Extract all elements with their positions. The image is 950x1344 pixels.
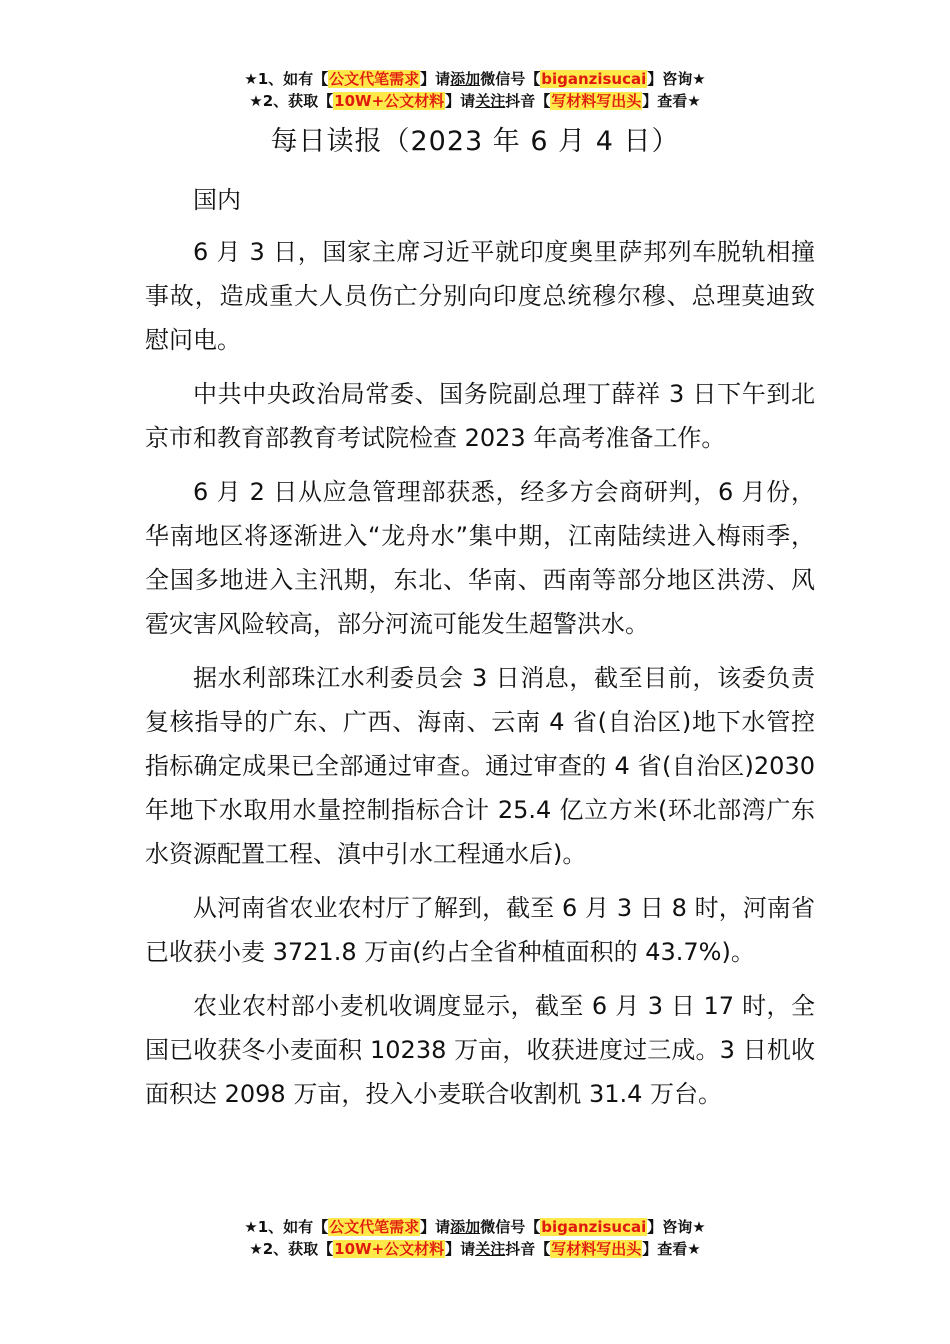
star-icon: ★ [692,1218,706,1236]
paragraph: 农业农村部小麦机收调度显示，截至 6 月 3 日 17 时，全国已收获冬小麦面积 10238 万亩，收获进度过三成。3 日机收面积达 2098 万亩，投入小麦联合收割机 31.4 万台。 [145,992,815,1108]
banner-wechat-id: biganzisucai [541,1218,647,1236]
banner-line-1 [0,68,950,90]
banner-text: 】咨询 [647,1218,693,1236]
banner-text: 微信号【 [480,1218,541,1236]
paragraph: 中共中央政治局常委、国务院副总理丁薛祥 3 日下午到北京市和教育部教育考试院检查 2023 年高考准备工作。 [145,380,815,452]
banner-text: 微信号【 [480,70,541,88]
banner-highlight: 10W+公文材料 [334,1240,445,1258]
paragraph: 6 月 2 日从应急管理部获悉，经多方会商研判，6 月份，华南地区将逐渐进入“龙舟水”集中期，江南陆续进入梅雨季，全国多地进入主汛期，东北、华南、西南等部分地区洪涝、风雹灾害风险较高，部分河流可能发生超警洪水。 [145,478,815,638]
star-icon: ★ [692,70,706,88]
banner-text: 2、获取【 [262,92,334,110]
paragraph: 从河南省农业农村厅了解到，截至 6 月 3 日 8 时，河南省已收获小麦 3721.8 万亩(约占全省种植面积的 43.7%)。 [145,894,815,966]
banner-line-2 [0,90,950,112]
banner-line-1 [0,1216,950,1238]
banner-text: 】查看 [642,92,688,110]
banner-douyin-account: 写材料写出头 [551,1240,642,1258]
paragraph: 据水利部珠江水利委员会 3 日消息，截至目前，该委负责复核指导的广东、广西、海南、云南 4 省(自治区)地下水管控指标确定成果已全部通过审查。通过审查的 4 省(自治区)2030 年地下水取用水量控制指标合计 25.4 亿立方米(环北部湾广东水资源配置工程、滇中引水工程通水后)。 [145,664,815,868]
banner-text: 】查看 [642,1240,688,1258]
top-banner [0,68,950,112]
banner-underlined-text: 添加 [450,70,481,88]
star-icon: ★ [244,1218,258,1236]
banner-highlight: 10W+公文材料 [334,92,445,110]
banner-text: 】请 [445,92,476,110]
bottom-banner [0,1216,950,1260]
star-icon: ★ [687,1240,701,1258]
banner-underlined-text: 关注 [475,1240,506,1258]
article-body [145,180,815,1126]
star-icon: ★ [249,1240,263,1258]
banner-highlight: 公文代笔需求 [329,70,420,88]
star-icon: ★ [687,92,701,110]
banner-text: 抖音【 [505,92,551,110]
page-title: 每日读报（2023 年 6 月 4 日） [270,126,680,157]
banner-underlined-text: 关注 [475,92,506,110]
star-icon: ★ [244,70,258,88]
banner-wechat-id: biganzisucai [541,70,647,88]
banner-highlight: 公文代笔需求 [329,1218,420,1236]
banner-text: 抖音【 [505,1240,551,1258]
banner-text: 】请 [445,1240,476,1258]
banner-text: 】咨询 [647,70,693,88]
banner-line-2 [0,1238,950,1260]
banner-text: 】请 [420,1218,451,1236]
banner-douyin-account: 写材料写出头 [551,92,642,110]
banner-text: 1、如有【 [257,70,329,88]
banner-text: 1、如有【 [257,1218,329,1236]
paragraph: 6 月 3 日，国家主席习近平就印度奥里萨邦列车脱轨相撞事故，造成重大人员伤亡分别向印度总统穆尔穆、总理莫迪致慰问电。 [145,238,815,354]
banner-text: 】请 [420,70,451,88]
banner-underlined-text: 添加 [450,1218,481,1236]
star-icon: ★ [249,92,263,110]
banner-text: 2、获取【 [262,1240,334,1258]
section-heading: 国内 [193,186,241,214]
